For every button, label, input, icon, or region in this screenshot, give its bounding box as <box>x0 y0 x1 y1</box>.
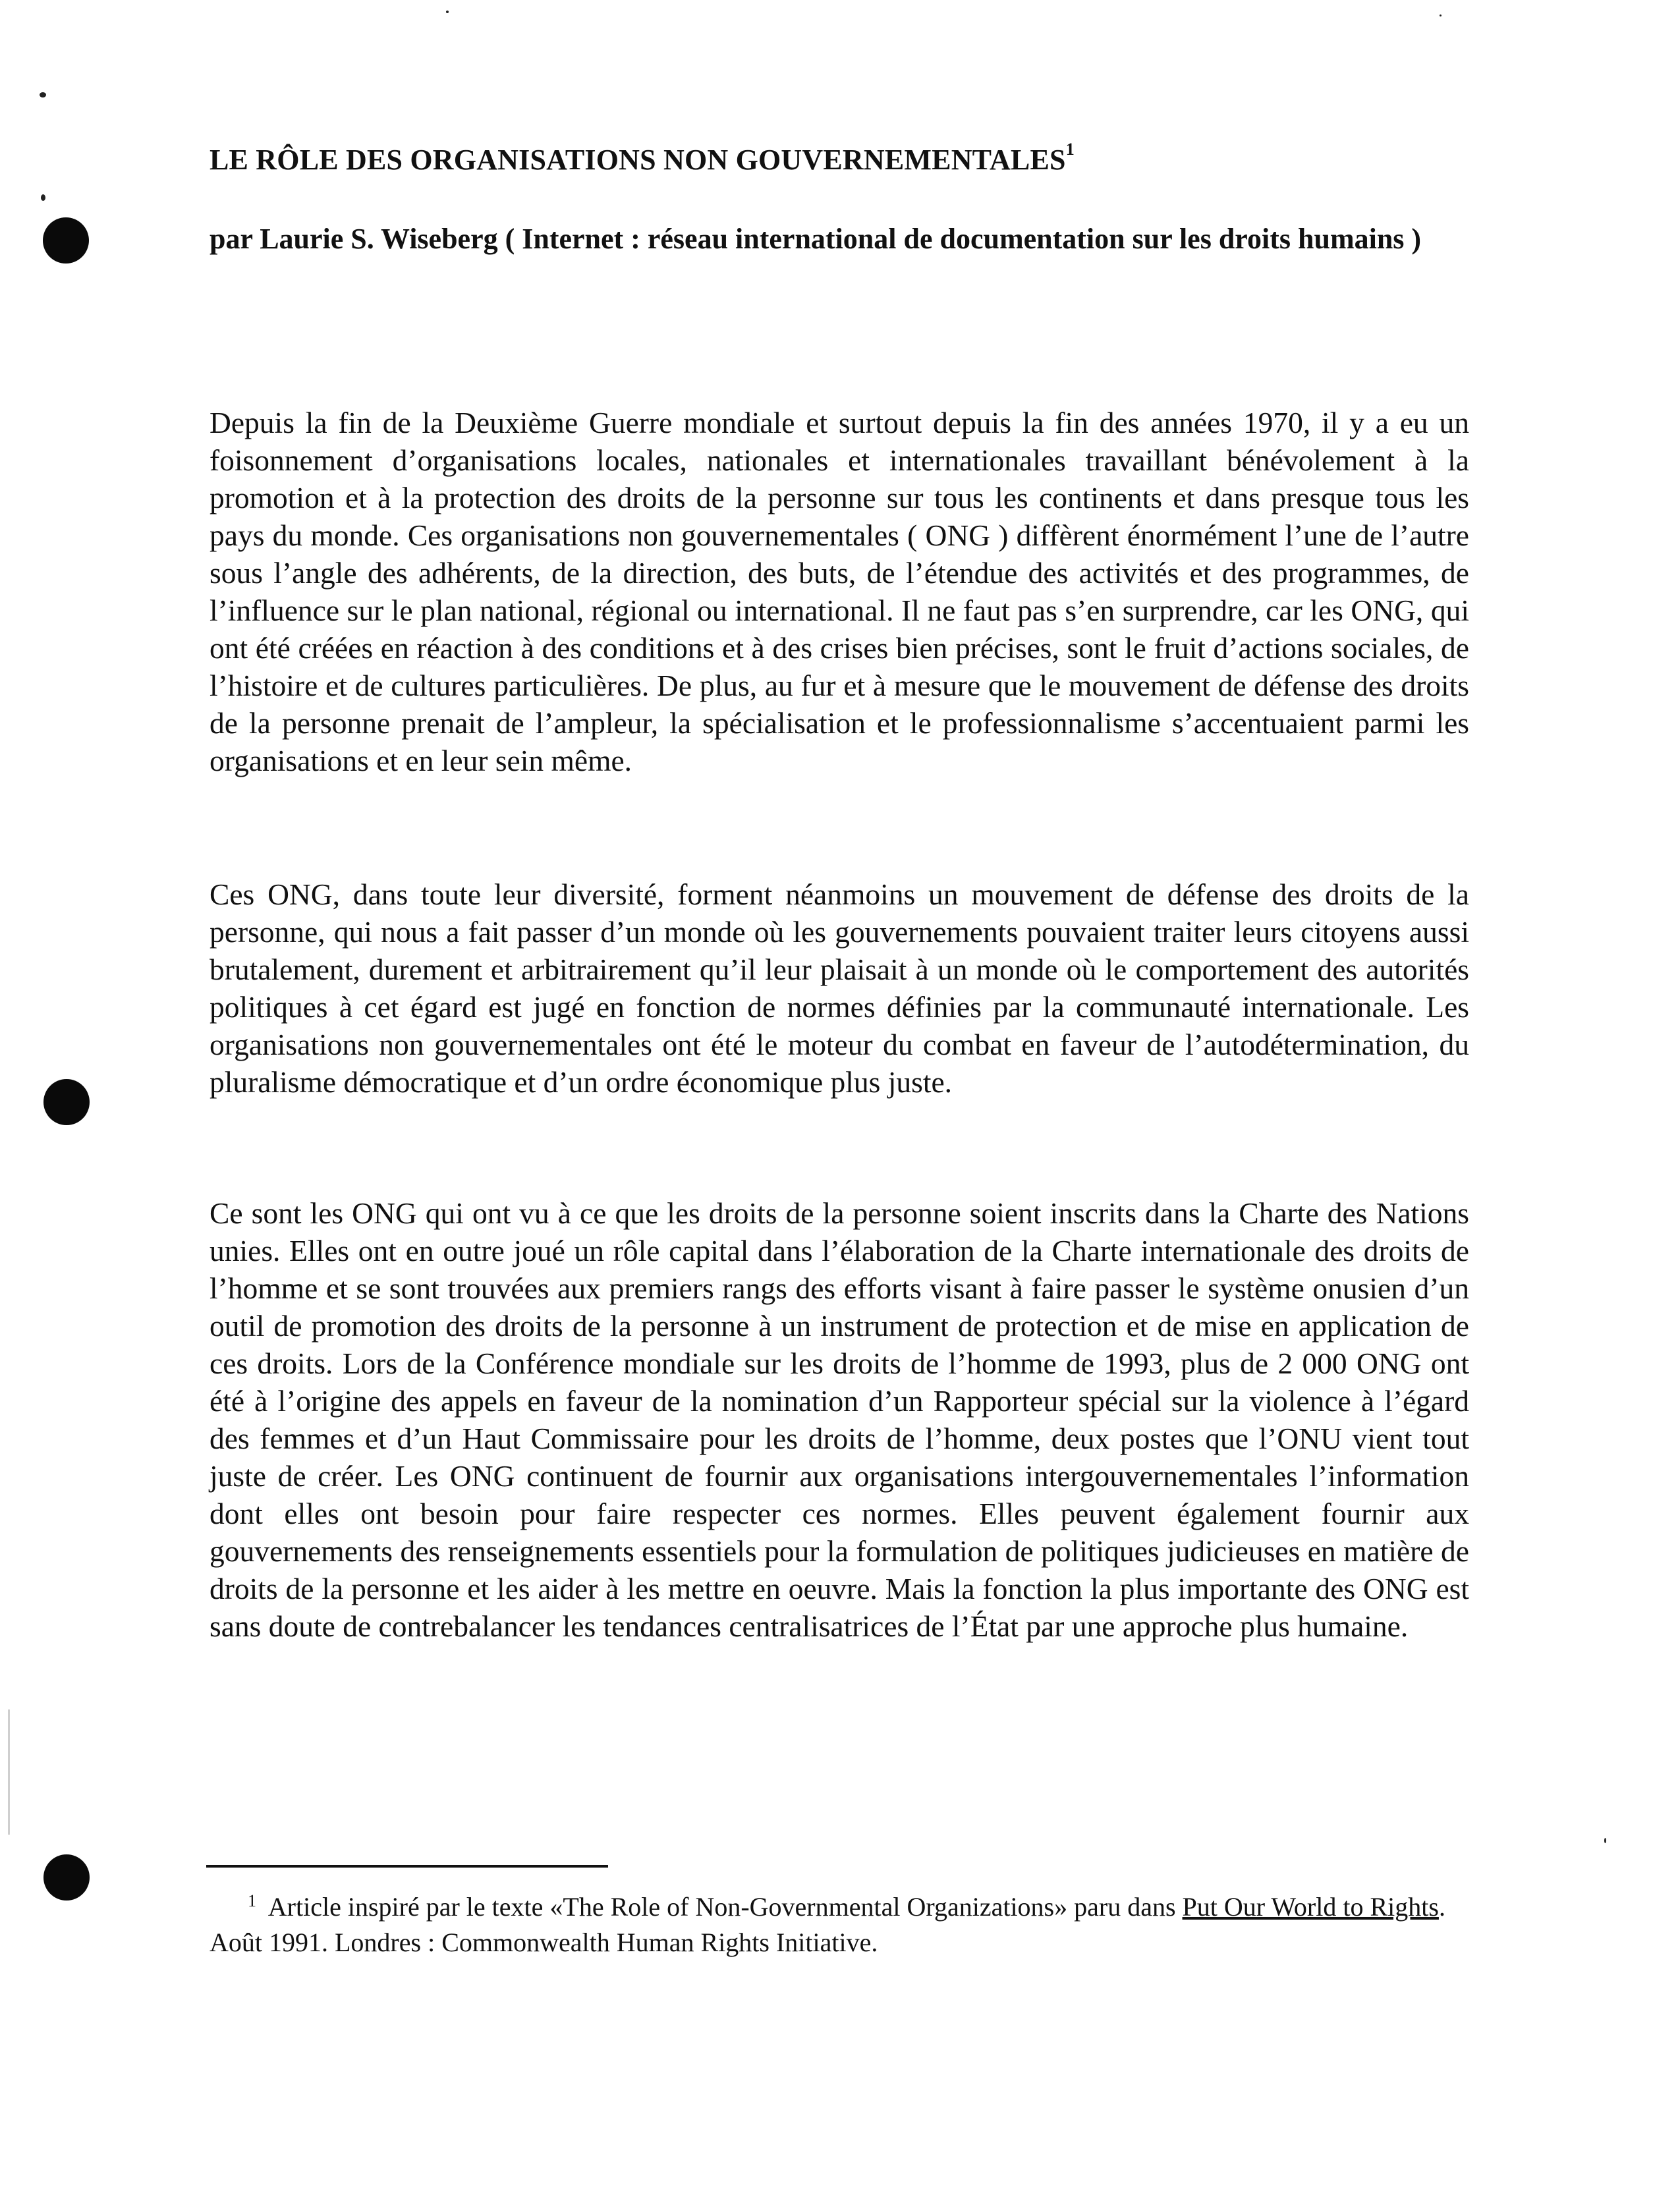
scan-speck <box>40 92 46 97</box>
punch-hole <box>43 217 89 264</box>
footnote-source-title: Put Our World to Rights <box>1182 1892 1439 1922</box>
footnote-text: Article inspiré par le texte «The Role of Non-Governmental Organizations» paru dans <box>267 1892 1176 1922</box>
body-paragraph: Ce sont les ONG qui ont vu à ce que les droits de la personne soient inscrits dans la Charte des Nations unies. Elles ont en outre joué un rôle capital dans l’élaboration de la Charte internationale des droits de l’homme et se sont trouvées aux premiers rangs des efforts visant à faire passer le système onusien d’un outil de promotion des droits de la personne à un instrument de protection et de mise en application de ces droits. Lors de la Conférence mondiale sur les droits de l’homme de 1993, plus de 2 000 ONG ont été à l’origine des appels en faveur de la nomination d’un Rapporteur spécial sur la violence à l’égard des femmes et d’un Haut Commissaire pour les droits de l’homme, deux postes que l’ONU vient tout juste de créer. Les ONG continuent de fournir aux organisations intergouvernementales l’information dont elles ont besoin pour faire respecter ces normes. Elles peuvent également fournir aux gouvernements des renseignements essentiels pour la formulation de politiques judicieuses en matière de droits de la personne et les aider à les mettre en oeuvre. Mais la fonction la plus importante des ONG est sans doute de contrebalancer les tendances centralisatrices de l’État par une approche plus humaine. <box>210 1196 1469 1643</box>
punch-hole <box>43 1854 90 1901</box>
scan-speck <box>446 11 449 13</box>
scan-speck <box>41 194 45 201</box>
title-footnote-marker: 1 <box>1065 140 1075 159</box>
footnote-publication-info: . Août 1991. Londres : Commonwealth Human Rights Initiative. <box>210 1892 1445 1957</box>
scan-speck <box>1440 14 1442 16</box>
scan-edge-mark <box>8 1709 10 1835</box>
author-byline: par Laurie S. Wiseberg ( Internet : réseau international de documentation sur les droits humains ) <box>210 223 1422 255</box>
scan-speck <box>1604 1838 1606 1843</box>
footnote <box>210 1889 1469 1960</box>
punch-hole <box>43 1079 90 1125</box>
footnote-separator <box>206 1865 608 1868</box>
document-title-text: LE RÔLE DES ORGANISATIONS NON GOUVERNEMENTALES <box>210 144 1066 176</box>
body-paragraph: Ces ONG, dans toute leur diversité, forment néanmoins un mouvement de défense des droits de la personne, qui nous a fait passer d’un monde où les gouvernements pouvaient traiter leurs citoyens aussi brutalement, durement et arbitrairement qu’il leur plaisait à un monde où le comportement des autorités politiques à cet égard est jugé en fonction de normes définies par la communauté internationale. Les organisations non gouvernementales ont été le moteur du combat en faveur de l’autodétermination, du pluralisme démocratique et d’un ordre économique plus juste. <box>210 877 1469 1099</box>
document-title <box>210 142 1075 179</box>
body-paragraph: Depuis la fin de la Deuxième Guerre mondiale et surtout depuis la fin des années 1970, il y a eu un foisonnement d’organisations locales, nationales et internationales travaillant bénévolement à la promotion et à la protection des droits de la personne sur tous les continents et dans presque tous les pays du monde. Ces organisations non gouvernementales ( ONG ) diffèrent énormément l’une de l’autre sous l’angle des adhérents, de la direction, des buts, de l’étendue des activités et des programmes, de l’influence sur le plan national, régional ou international. Il ne faut pas s’en surprendre, car les ONG, qui ont été créées en réaction à des conditions et à des crises bien précises, sont le fruit d’actions sociales, de l’histoire et de cultures particulières. De plus, au fur et à mesure que le mouvement de défense des droits de la personne prenait de l’ampleur, la spécialisation et le professionnalisme s’accentuaient parmi les organisations et en leur sein même. <box>210 405 1469 777</box>
footnote-marker: 1 <box>248 1891 256 1910</box>
